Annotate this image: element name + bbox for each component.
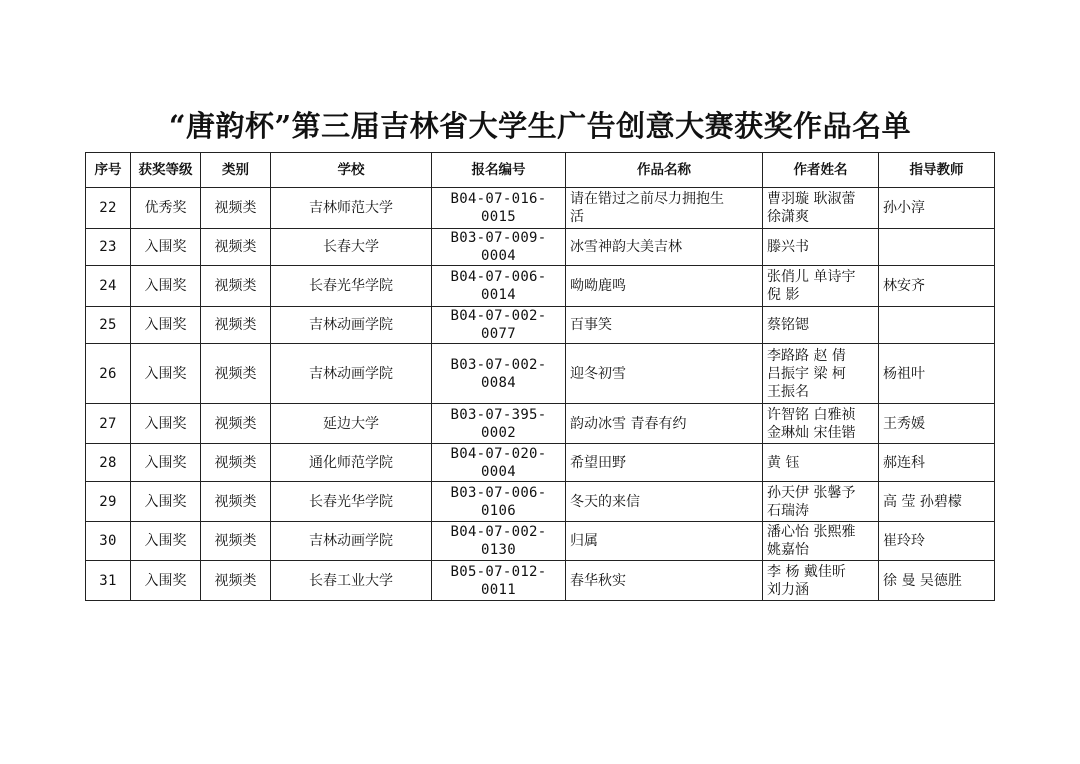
cell-authors: 曹羽璇 耿淑蕾 徐潇爽 <box>763 188 879 229</box>
cell-authors: 张俏儿 单诗宇 倪 影 <box>763 266 879 307</box>
cell-no: 29 <box>86 482 131 522</box>
cell-category: 视频类 <box>201 344 271 404</box>
cell-category: 视频类 <box>201 444 271 482</box>
cell-level: 入围奖 <box>131 444 201 482</box>
table-row <box>86 482 995 522</box>
cell-advisor <box>879 229 995 266</box>
cell-authors: 李 杨 戴佳昕 刘力涵 <box>763 561 879 601</box>
header-code: 报名编号 <box>432 153 566 188</box>
cell-no: 24 <box>86 266 131 307</box>
header-work: 作品名称 <box>566 153 763 188</box>
cell-code: B03-07-002-0084 <box>432 344 566 404</box>
cell-category: 视频类 <box>201 266 271 307</box>
cell-school: 长春光华学院 <box>271 482 432 522</box>
awards-table <box>85 152 995 601</box>
table-row <box>86 522 995 561</box>
cell-advisor: 郝连科 <box>879 444 995 482</box>
cell-no: 25 <box>86 307 131 344</box>
cell-work: 希望田野 <box>566 444 763 482</box>
cell-no: 27 <box>86 404 131 444</box>
cell-school: 吉林动画学院 <box>271 344 432 404</box>
cell-level: 入围奖 <box>131 344 201 404</box>
cell-authors: 黄 钰 <box>763 444 879 482</box>
table-row <box>86 307 995 344</box>
cell-advisor: 林安齐 <box>879 266 995 307</box>
cell-category: 视频类 <box>201 522 271 561</box>
cell-code: B04-07-020-0004 <box>432 444 566 482</box>
table-row <box>86 266 995 307</box>
table-row <box>86 444 995 482</box>
cell-code: B05-07-012-0011 <box>432 561 566 601</box>
table-row <box>86 561 995 601</box>
cell-advisor <box>879 307 995 344</box>
cell-code: B04-07-002-0077 <box>432 307 566 344</box>
cell-code: B04-07-006-0014 <box>432 266 566 307</box>
cell-work: 呦呦鹿鸣 <box>566 266 763 307</box>
cell-authors: 潘心怡 张熙雅 姚嘉怡 <box>763 522 879 561</box>
header-level: 获奖等级 <box>131 153 201 188</box>
document-title: “唐韵杯”第三届吉林省大学生广告创意大赛获奖作品名单 <box>168 109 912 143</box>
table-row <box>86 188 995 229</box>
cell-category: 视频类 <box>201 229 271 266</box>
cell-level: 入围奖 <box>131 266 201 307</box>
cell-category: 视频类 <box>201 404 271 444</box>
cell-code: B04-07-002-0130 <box>432 522 566 561</box>
cell-authors: 李路路 赵 倩 吕振宇 梁 柯 王振名 <box>763 344 879 404</box>
cell-level: 入围奖 <box>131 229 201 266</box>
cell-advisor: 王秀媛 <box>879 404 995 444</box>
cell-work: 冬天的来信 <box>566 482 763 522</box>
header-category: 类别 <box>201 153 271 188</box>
cell-advisor: 徐 曼 吴德胜 <box>879 561 995 601</box>
cell-work: 归属 <box>566 522 763 561</box>
cell-school: 长春光华学院 <box>271 266 432 307</box>
cell-category: 视频类 <box>201 188 271 229</box>
cell-category: 视频类 <box>201 561 271 601</box>
cell-level: 入围奖 <box>131 522 201 561</box>
cell-level: 入围奖 <box>131 561 201 601</box>
cell-work: 请在错过之前尽力拥抱生 活 <box>566 188 763 229</box>
cell-authors: 滕兴书 <box>763 229 879 266</box>
cell-no: 22 <box>86 188 131 229</box>
table-row <box>86 404 995 444</box>
cell-school: 吉林动画学院 <box>271 307 432 344</box>
cell-category: 视频类 <box>201 482 271 522</box>
cell-level: 入围奖 <box>131 482 201 522</box>
cell-work: 冰雪神韵大美吉林 <box>566 229 763 266</box>
cell-school: 通化师范学院 <box>271 444 432 482</box>
cell-code: B04-07-016-0015 <box>432 188 566 229</box>
cell-school: 延边大学 <box>271 404 432 444</box>
cell-school: 长春工业大学 <box>271 561 432 601</box>
cell-advisor: 崔玲玲 <box>879 522 995 561</box>
cell-no: 26 <box>86 344 131 404</box>
cell-level: 入围奖 <box>131 404 201 444</box>
cell-category: 视频类 <box>201 307 271 344</box>
header-no: 序号 <box>86 153 131 188</box>
cell-authors: 蔡铭锶 <box>763 307 879 344</box>
cell-level: 优秀奖 <box>131 188 201 229</box>
table-row <box>86 344 995 404</box>
cell-advisor: 杨祖叶 <box>879 344 995 404</box>
cell-work: 百事笑 <box>566 307 763 344</box>
cell-code: B03-07-009-0004 <box>432 229 566 266</box>
cell-code: B03-07-395-0002 <box>432 404 566 444</box>
header-school: 学校 <box>271 153 432 188</box>
cell-no: 31 <box>86 561 131 601</box>
header-advisor: 指导教师 <box>879 153 995 188</box>
cell-school: 长春大学 <box>271 229 432 266</box>
cell-school: 吉林动画学院 <box>271 522 432 561</box>
header-authors: 作者姓名 <box>763 153 879 188</box>
cell-level: 入围奖 <box>131 307 201 344</box>
cell-advisor: 孙小淳 <box>879 188 995 229</box>
cell-no: 23 <box>86 229 131 266</box>
cell-no: 30 <box>86 522 131 561</box>
header-row <box>86 153 995 188</box>
cell-school: 吉林师范大学 <box>271 188 432 229</box>
cell-work: 韵动冰雪 青春有约 <box>566 404 763 444</box>
cell-no: 28 <box>86 444 131 482</box>
cell-authors: 孙天伊 张馨予 石瑞涛 <box>763 482 879 522</box>
cell-work: 春华秋实 <box>566 561 763 601</box>
table-row <box>86 229 995 266</box>
cell-code: B03-07-006-0106 <box>432 482 566 522</box>
cell-authors: 许智铭 白雅祯 金琳灿 宋佳锴 <box>763 404 879 444</box>
cell-work: 迎冬初雪 <box>566 344 763 404</box>
cell-advisor: 高 莹 孙碧檬 <box>879 482 995 522</box>
